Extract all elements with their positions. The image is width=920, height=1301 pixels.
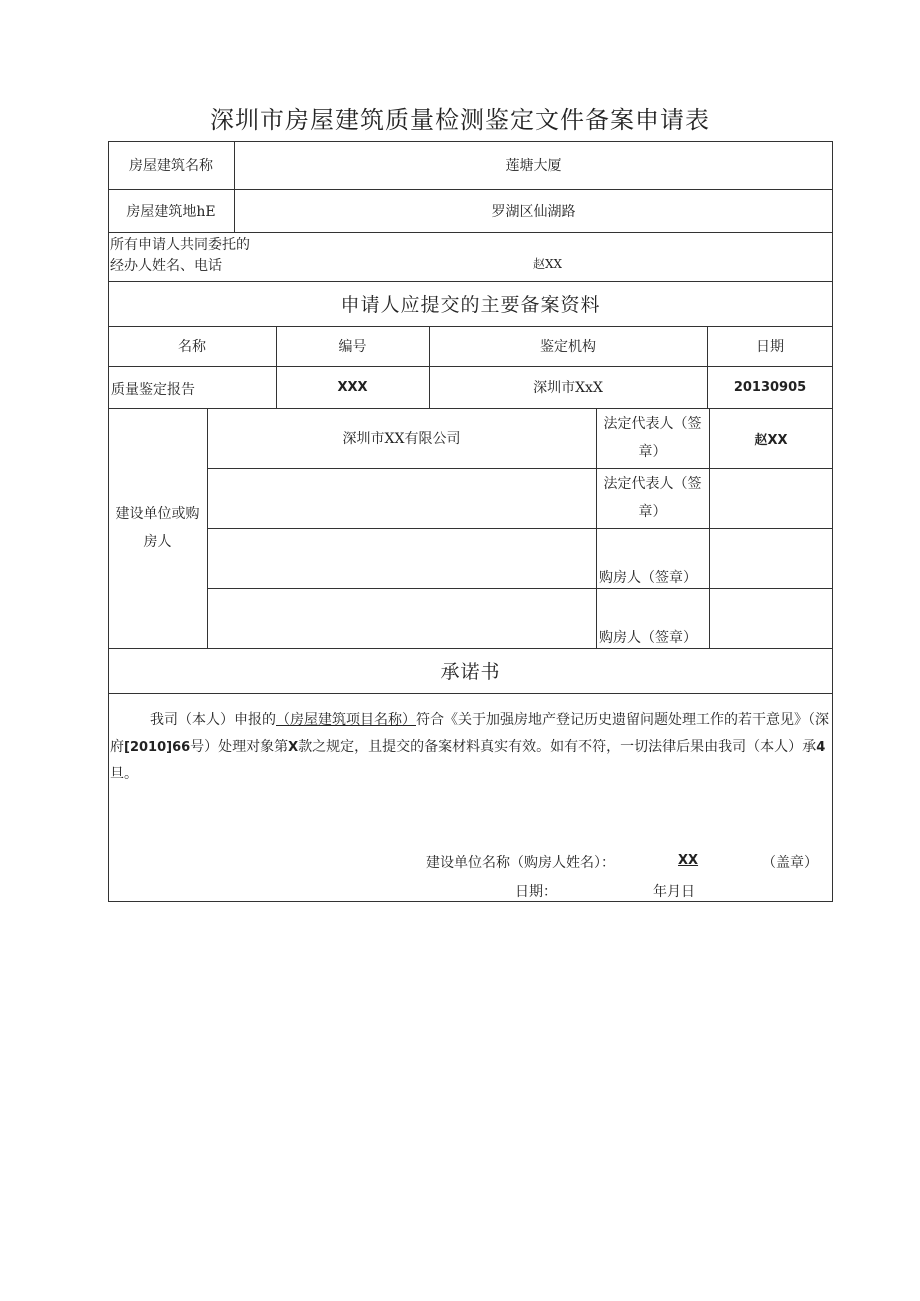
builder-row-2-role-text: 法定代表人（签章） — [603, 476, 702, 520]
promise-text-5: 旦。 — [110, 766, 138, 782]
building-address-label-text: 房屋建筑地hE — [126, 203, 216, 220]
builder-row-1-unit: 深圳市XX有限公司 — [342, 431, 461, 447]
builder-row-4-sign — [709, 588, 833, 648]
materials-row-date: 20130905 — [733, 379, 807, 395]
materials-header-date: 日期 — [756, 339, 784, 355]
page-title: 深圳市房屋建筑质量检测鉴定文件备案申请表 — [210, 106, 710, 134]
building-name-value: 莲塘大厦 — [505, 158, 562, 174]
agent-label-line2: 经办人姓名、电话 — [110, 258, 222, 274]
materials-header-name: 名称 — [178, 339, 206, 355]
promise-date-label: 日期： — [515, 884, 557, 900]
promise-sign-value: XX — [678, 853, 699, 868]
builder-row-1-role — [596, 408, 709, 468]
promise-text-2: 符合《关于加强房地产登记历史遗留问题处理工作的若干意见》（深府 — [110, 712, 829, 755]
materials-row-name: 质量鉴定报告 — [111, 382, 195, 398]
promise-text-1: 我司（本人）申报的 — [150, 712, 276, 728]
materials-heading: 申请人应提交的主要备案资料 — [340, 294, 601, 316]
materials-header-number: 编号 — [338, 339, 367, 355]
promise-seal: （盖章） — [762, 855, 818, 871]
promise-text-3: 号）处理对象第 — [190, 739, 289, 755]
agent-label-line1: 所有申请人共同委托的 — [110, 237, 250, 253]
building-name-label: 房屋建筑名称 — [129, 158, 213, 174]
builder-row-4-unit — [207, 588, 596, 648]
promise-heading: 承诺书 — [440, 661, 501, 683]
builder-row-2-role — [596, 468, 709, 528]
promise-text-4: 款之规定，且提交的备案材料真实有效。如有不符，一切法律后果由我司（本人）承 — [298, 739, 817, 755]
builder-section-label-text: 建设单位或购房人 — [115, 506, 200, 550]
builder-row-3-sign — [709, 528, 833, 588]
materials-row-agency: 深圳市XxX — [533, 380, 603, 396]
materials-header-agency: 鉴定机构 — [540, 339, 596, 355]
builder-row-1-role-text: 法定代表人（签章） — [603, 416, 702, 460]
promise-date-value: 年月日 — [653, 884, 695, 900]
promise-paragraph — [110, 707, 832, 788]
builder-row-3-unit — [207, 528, 596, 588]
materials-row-number: XXX — [337, 379, 368, 395]
builder-section-label — [108, 408, 207, 648]
promise-sign-label: 建设单位名称（购房人姓名）： — [426, 855, 615, 871]
builder-row-2-sign — [709, 468, 833, 528]
builder-row-3-role: 购房人（签章） — [599, 570, 697, 586]
promise-clause-number: X — [288, 740, 299, 755]
agent-value: 赵XX — [533, 257, 563, 271]
builder-row-1-sign: 赵XX — [754, 432, 788, 448]
promise-doc-number: [2010]66 — [124, 740, 191, 755]
builder-row-2-unit — [207, 468, 596, 528]
builder-row-4-role: 购房人（签章） — [599, 630, 697, 646]
promise-bold-char: 4 — [816, 740, 826, 755]
building-address-value: 罗湖区仙湖路 — [491, 203, 576, 220]
building-address-label — [108, 189, 234, 232]
promise-project-name: （房屋建筑项目名称） — [276, 712, 416, 728]
